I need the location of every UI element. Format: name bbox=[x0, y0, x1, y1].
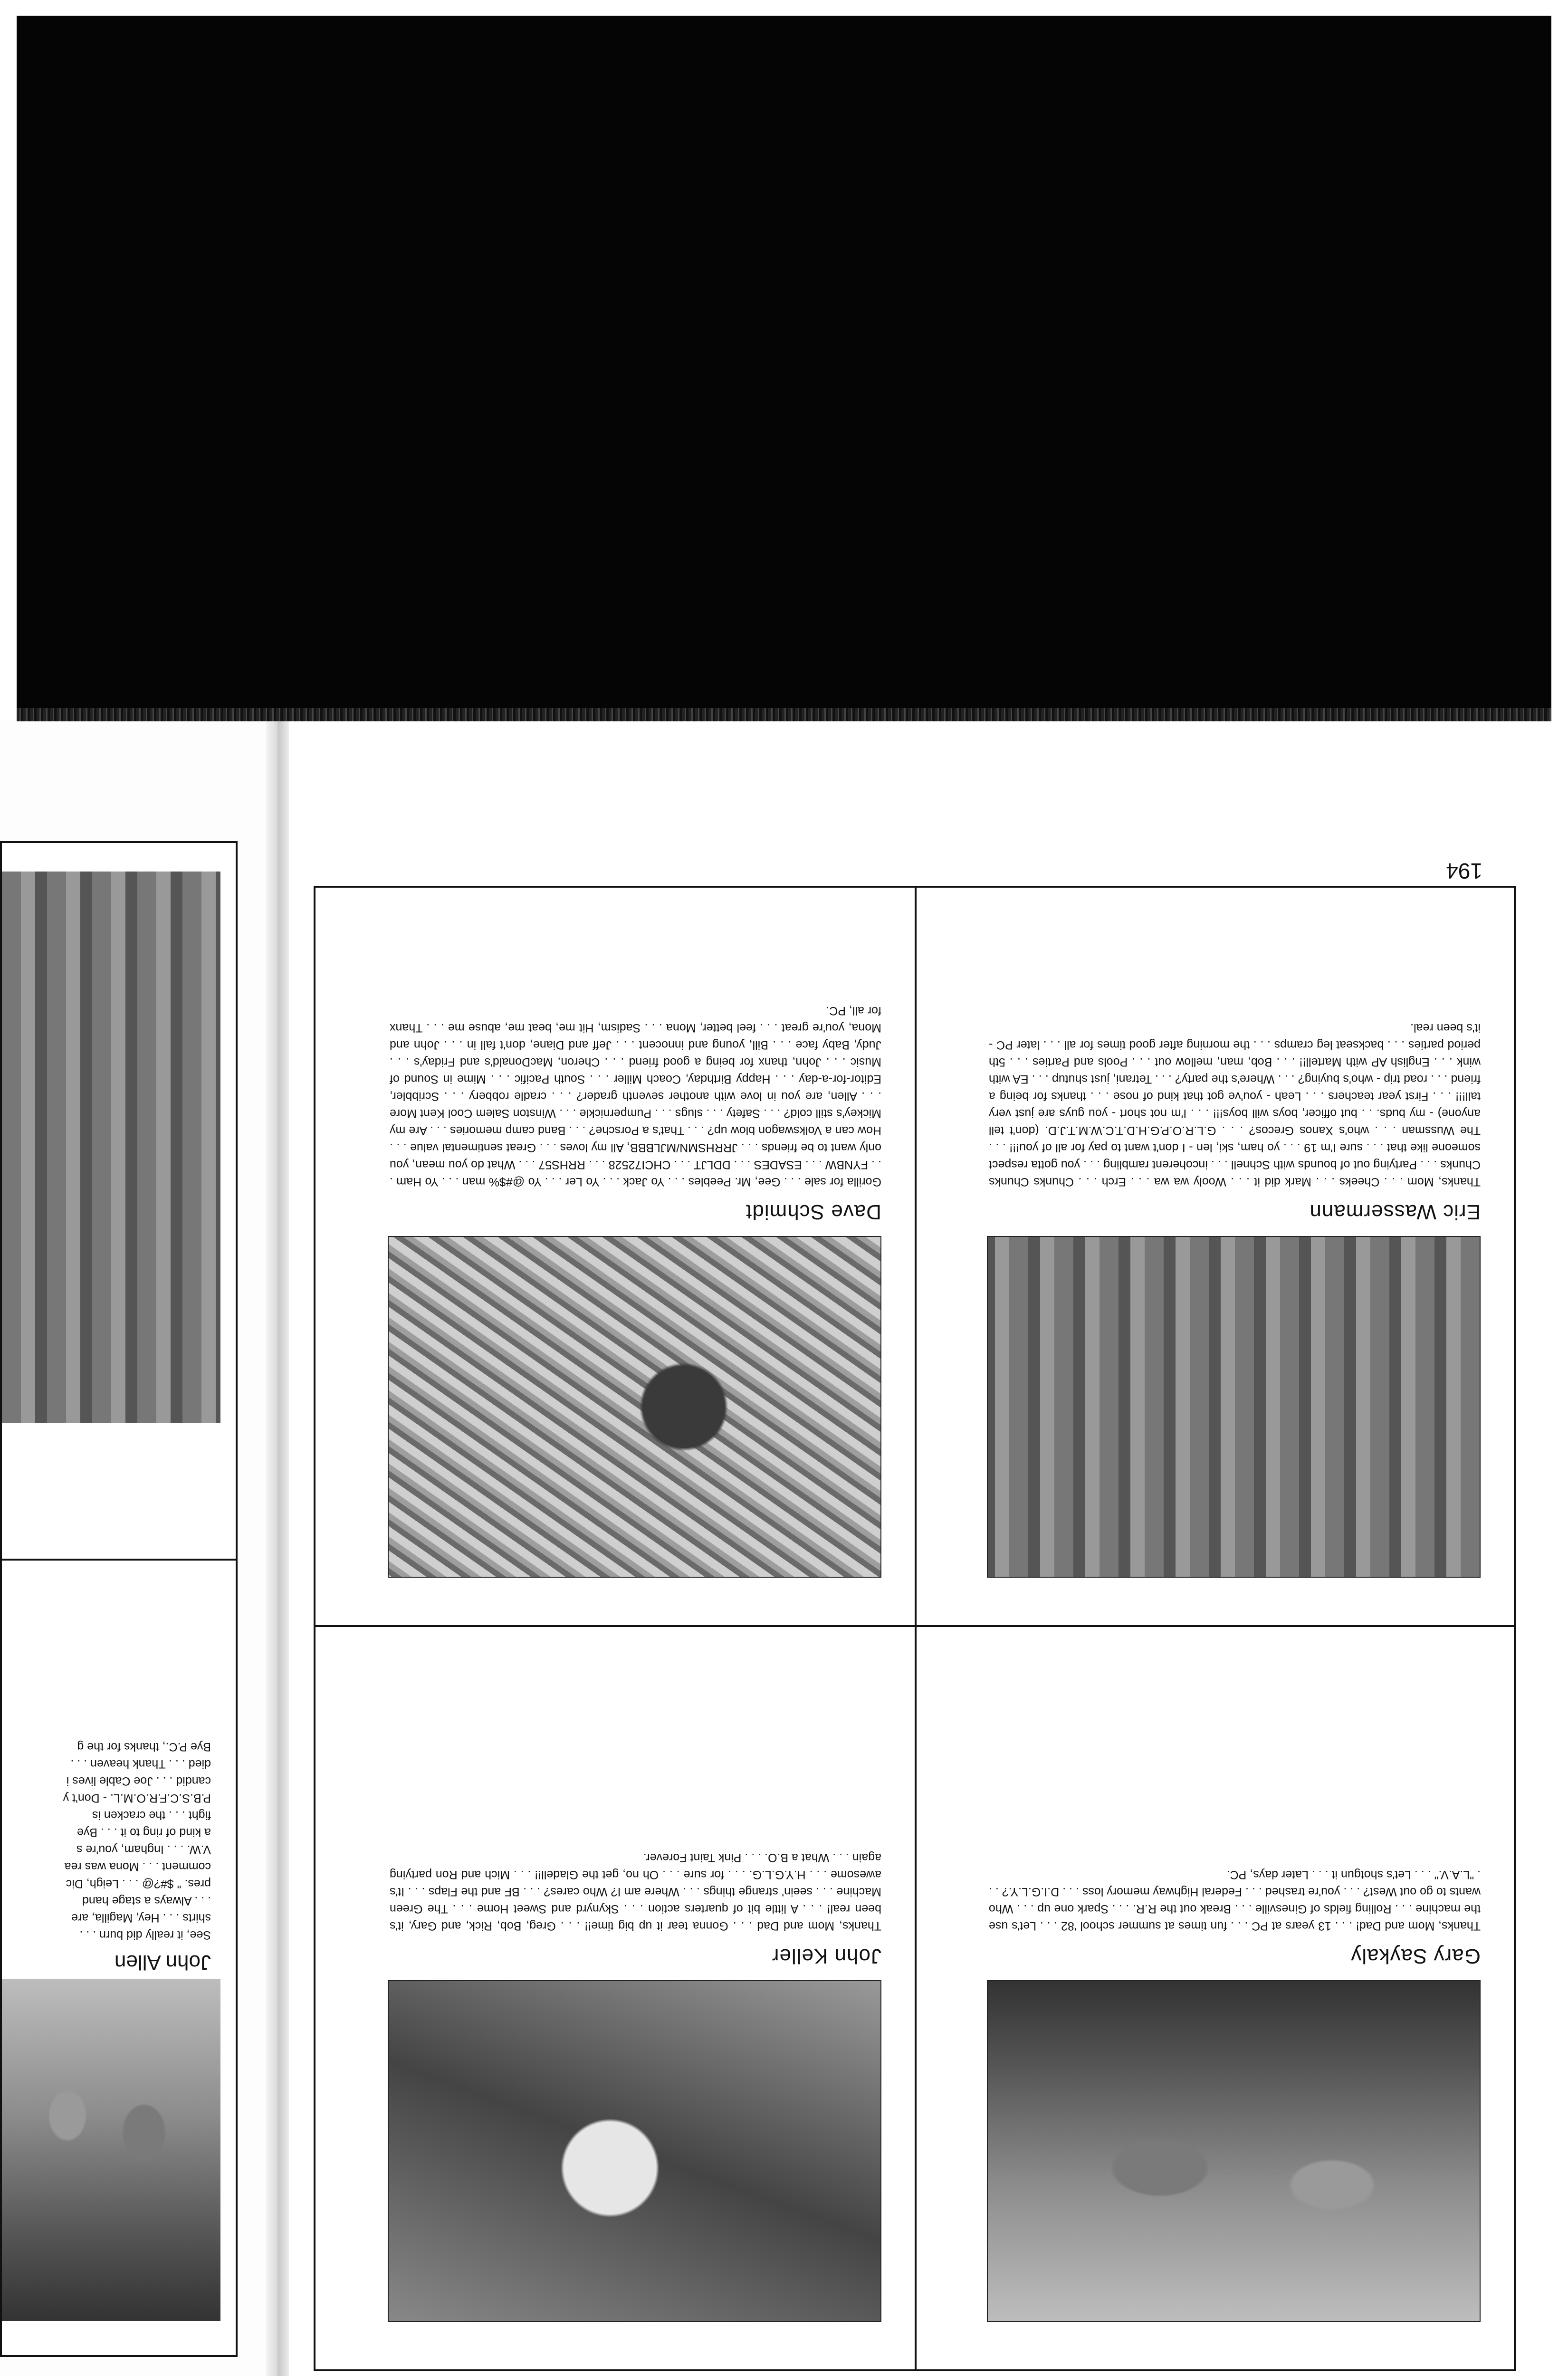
photo-dave-schmidt bbox=[388, 1236, 881, 1578]
john-allen-line: pres. " $#?@ . . . Leigh, Dic bbox=[66, 1877, 211, 1890]
facing-page-frame-top bbox=[0, 841, 238, 1563]
photo-eric-wassermann bbox=[987, 1236, 1481, 1578]
student-text: Thanks, Mom and Dad . . . Gonna tear it up big time!! . . . Greg, Bob, Rick, and Gary, it's been real! . . . A little bit of quarters action . . . Skynyrd and Sweet Home . . . The Green Machine . . . seein' strange things . . . Where am I? Who cares? . . . BF and the Flaps . . . It's awesome . . . H.Y.G.L.G. . . . for sure . . . Oh no, get the Gladell!! . . . Mich and Ron partying again . . . What a B.O. . . . Pink Taint Forever. bbox=[390, 1851, 881, 1933]
john-allen-line: Bye P.C., thanks for the g bbox=[77, 1740, 211, 1753]
john-allen-name: John Allen bbox=[114, 1951, 211, 1974]
yearbook-page bbox=[314, 846, 1516, 2371]
john-allen-line: shirts . . . Hey, Magilla, are bbox=[71, 1911, 211, 1925]
student-text: Gorilla for sale . . . Gee, Mr. Peebles . . . Yo Jack . . . Yo Ler . . . Yo @#$% man . . . Yo Ham . . . FYNBW . . . ESADES . . . DDLJT . . . CHCI72528 . . . RRHS57 . . . What do you mean, you only want to be friends . . . JRRHSMN/MJLBBB, All my loves . . . Great sentimental value . . . How can a Volkswagon blow up? . . . That's a Porsche? . . . Band camp memories . . . Are my Mickey's still cold? . . . Safety . . . slugs . . . Pumpernickle . . . Winston Salem Cool Kent More . . . Allen, are you in love with another seventh grader? . . . cradle robbery . . . Scribbler, Editor-for-a-day . . . Happy Birthday, Coach Miller . . . South Pacific . . . Mime in Sound of Music . . . John, thanx for being a good friend . . . Cheron, MacDonald's and Friday's . . . Judy, Baby face . . . Bill, young and innocent . . . Jeff and Diane, don't fall in . . . John and Mona, you're great . . . feel better, Mona . . . Sadism, Hit me, beat me, abuse me . . . Thanx for all, PC. bbox=[390, 1004, 881, 1188]
entry-dave-schmidt bbox=[314, 886, 917, 1627]
john-allen-line: comment . . . Mona was rea bbox=[64, 1860, 211, 1873]
photo-facing-sign bbox=[2, 872, 220, 1423]
john-allen-line: . . . Always a stage hand bbox=[82, 1894, 211, 1907]
student-text: Thanks, Mom . . . Cheeks . . . Mark did it . . . Wooly wa wa . . . Erch . . . Chunks Chunks Chunks . . . Partying out of bounds with Schnell . . . incoherent rambling . . . you gotta respect someone like that . . . sure I'm 19 . . . yo ham, ski, len - I don't want to pay for all of you!!! . . . The Wussman . . . who's Xanos Grecos? . . . G.L.R.O.P.G.H.D.T.C.W.M.T.J.D. (don't tell anyone) - my buds. . . but officer, boys will boys!!! . . . I'm not short - you guys are just very tall!!! . . . First year teachers . . . Leah - you've got that kind of nose . . . thanks for being a friend . . . road trip - who's buying? . . . Where's the party? . . . Tetrani, just shutup . . . EA with wink . . . English AP with Martell!! . . . Bob, man, mellow out . . . Pools and Parties . . . 5th period parties . . . backseat leg cramps . . . the morning after good times for all . . . later PC - it's been real. bbox=[989, 1021, 1481, 1188]
page-number: 194 bbox=[1446, 859, 1482, 883]
john-allen-line: a kind of ring to it . . . Bye bbox=[76, 1826, 211, 1839]
photo-john-allen bbox=[2, 1979, 220, 2321]
student-name: John Keller bbox=[771, 1945, 881, 1968]
entry-john-keller bbox=[314, 1625, 917, 2371]
john-allen-line: fight . . . the cracken is bbox=[92, 1809, 211, 1822]
john-allen-line: See, it really did burn . . . bbox=[79, 1928, 211, 1942]
scanner-black-area bbox=[17, 16, 1551, 721]
student-name: Eric Wassermann bbox=[1309, 1200, 1481, 1224]
john-allen-line: candid . . . Joe Cable lives i bbox=[66, 1774, 211, 1788]
book-gutter bbox=[266, 721, 289, 2376]
student-name: Gary Saykaly bbox=[1350, 1945, 1481, 1968]
photo-gary-saykaly bbox=[987, 1980, 1481, 2322]
john-allen-line: P.B.S.C.F.R.O.M.L. - Don't y bbox=[63, 1792, 211, 1805]
student-text: Thanks, Mom and Dad! . . . 13 years at PC . . . fun times at summer school '82 . . . Let's use the machine . . . Rolling fields of Ginesville . . . Break out the R.R. . . . Spark one up . . . Who wants to go out West? . . . you're trashed . . . Federal Highway memory loss . . . D.I.G.L.Y.? . . . "L.A.V." . . . Let's shotgun it . . . Later days, PC. bbox=[989, 1868, 1481, 1933]
scanner-edge-noise bbox=[17, 708, 1551, 721]
john-allen-line: died . . . Thank heaven . . . bbox=[70, 1757, 211, 1771]
entry-eric-wassermann bbox=[915, 886, 1516, 1627]
entry-gary-saykaly bbox=[915, 1625, 1516, 2371]
john-allen-line: V.W. . . . Ingham, you're s bbox=[76, 1843, 211, 1856]
facing-page-frame-bottom bbox=[0, 1559, 238, 2357]
photo-john-keller bbox=[388, 1980, 881, 2322]
john-allen-text bbox=[2, 1632, 220, 1974]
student-name: Dave Schmidt bbox=[746, 1200, 881, 1224]
